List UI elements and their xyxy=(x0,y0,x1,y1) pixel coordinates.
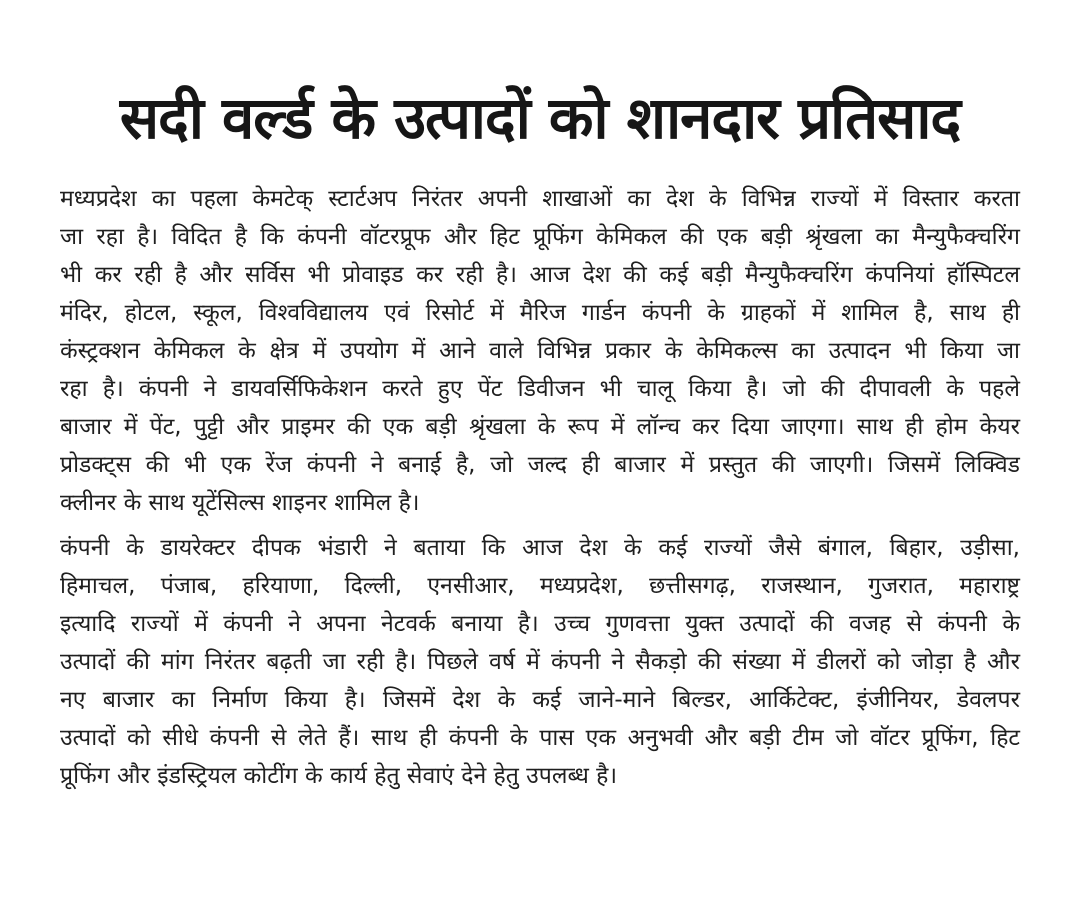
paragraph-line: रहा है। कंपनी ने डायवर्सिफिकेशन करते हुए पेंट डिवीजन भी चालू किया है। जो की दीपावली के पहले xyxy=(60,376,1020,402)
article-body xyxy=(60,180,1020,795)
paragraph-line: उत्पादों की मांग निरंतर बढ़ती जा रही है। पिछले वर्ष में कंपनी ने सैकड़ो की संख्या में डीलरों को जोड़ा है और xyxy=(60,649,1020,675)
paragraph-line: हिमाचल, पंजाब, हरियाणा, दिल्ली, एनसीआर, मध्यप्रदेश, छत्तीसगढ़, राजस्थान, गुजरात, महाराष्ट्र xyxy=(60,573,1020,599)
paragraph-line: इत्यादि राज्यों में कंपनी ने अपना नेटवर्क बनाया है। उच्च गुणवत्ता युक्त उत्पादों की वजह से कंपनी के xyxy=(60,611,1020,637)
article-headline: सदी वर्ल्ड के उत्पादों को शानदार प्रतिसाद xyxy=(119,84,961,152)
paragraph-line: मध्यप्रदेश का पहला केमटेक् स्टार्टअप निरंतर अपनी शाखाओं का देश के विभिन्न राज्यों में विस्तार करता xyxy=(60,186,1020,212)
paragraph-line: प्रोडक्ट्स की भी एक रेंज कंपनी ने बनाई है, जो जल्द ही बाजार में प्रस्तुत की जाएगी। जिसमें लिक्विड xyxy=(60,452,1020,478)
paragraph-line: प्रूफिंग और इंडस्ट्रियल कोटींग के कार्य हेतु सेवाएं देने हेतु उपलब्ध है। xyxy=(60,763,618,789)
paragraph-line: भी कर रही है और सर्विस भी प्रोवाइड कर रही है। आज देश की कई बड़ी मैन्युफैक्चरिंग कंपनियां हॉस्पिटल xyxy=(60,262,1020,288)
paragraph-line: नए बाजार का निर्माण किया है। जिसमें देश के कई जाने-माने बिल्डर, आर्किटेक्ट, इंजीनियर, डेवलपर xyxy=(60,687,1020,713)
paragraph-line: जा रहा है। विदित है कि कंपनी वॉटरप्रूफ और हिट प्रूफिंग केमिकल की एक बड़ी श्रृंखला का मैन्युफैक्चरिंग xyxy=(60,224,1020,250)
paragraph-line: उत्पादों को सीधे कंपनी से लेते हैं। साथ ही कंपनी के पास एक अनुभवी और बड़ी टीम जो वॉटर प्रूफिंग, हिट xyxy=(60,725,1020,751)
paragraph-line: बाजार में पेंट, पुट्टी और प्राइमर की एक बड़ी श्रृंखला के रूप में लॉन्च कर दिया जाएगा। साथ ही होम केयर xyxy=(60,414,1020,440)
article-paragraph-2 xyxy=(60,529,1020,795)
paragraph-line: मंदिर, होटल, स्कूल, विश्वविद्यालय एवं रिसोर्ट में मैरिज गार्डन कंपनी के ग्राहकों में शामिल है, साथ ही xyxy=(60,300,1020,326)
paragraph-line: कंपनी के डायरेक्टर दीपक भंडारी ने बताया कि आज देश के कई राज्यों जैसे बंगाल, बिहार, उड़ीसा, xyxy=(60,535,1020,561)
paragraph-line: कंस्ट्रक्शन केमिकल के क्षेत्र में उपयोग में आने वाले विभिन्न प्रकार के केमिकल्स का उत्पादन भी किया जा xyxy=(60,338,1020,364)
paragraph-line: क्लीनर के साथ यूटेंसिल्स शाइनर शामिल है। xyxy=(60,490,420,516)
article-paragraph-1 xyxy=(60,180,1020,522)
